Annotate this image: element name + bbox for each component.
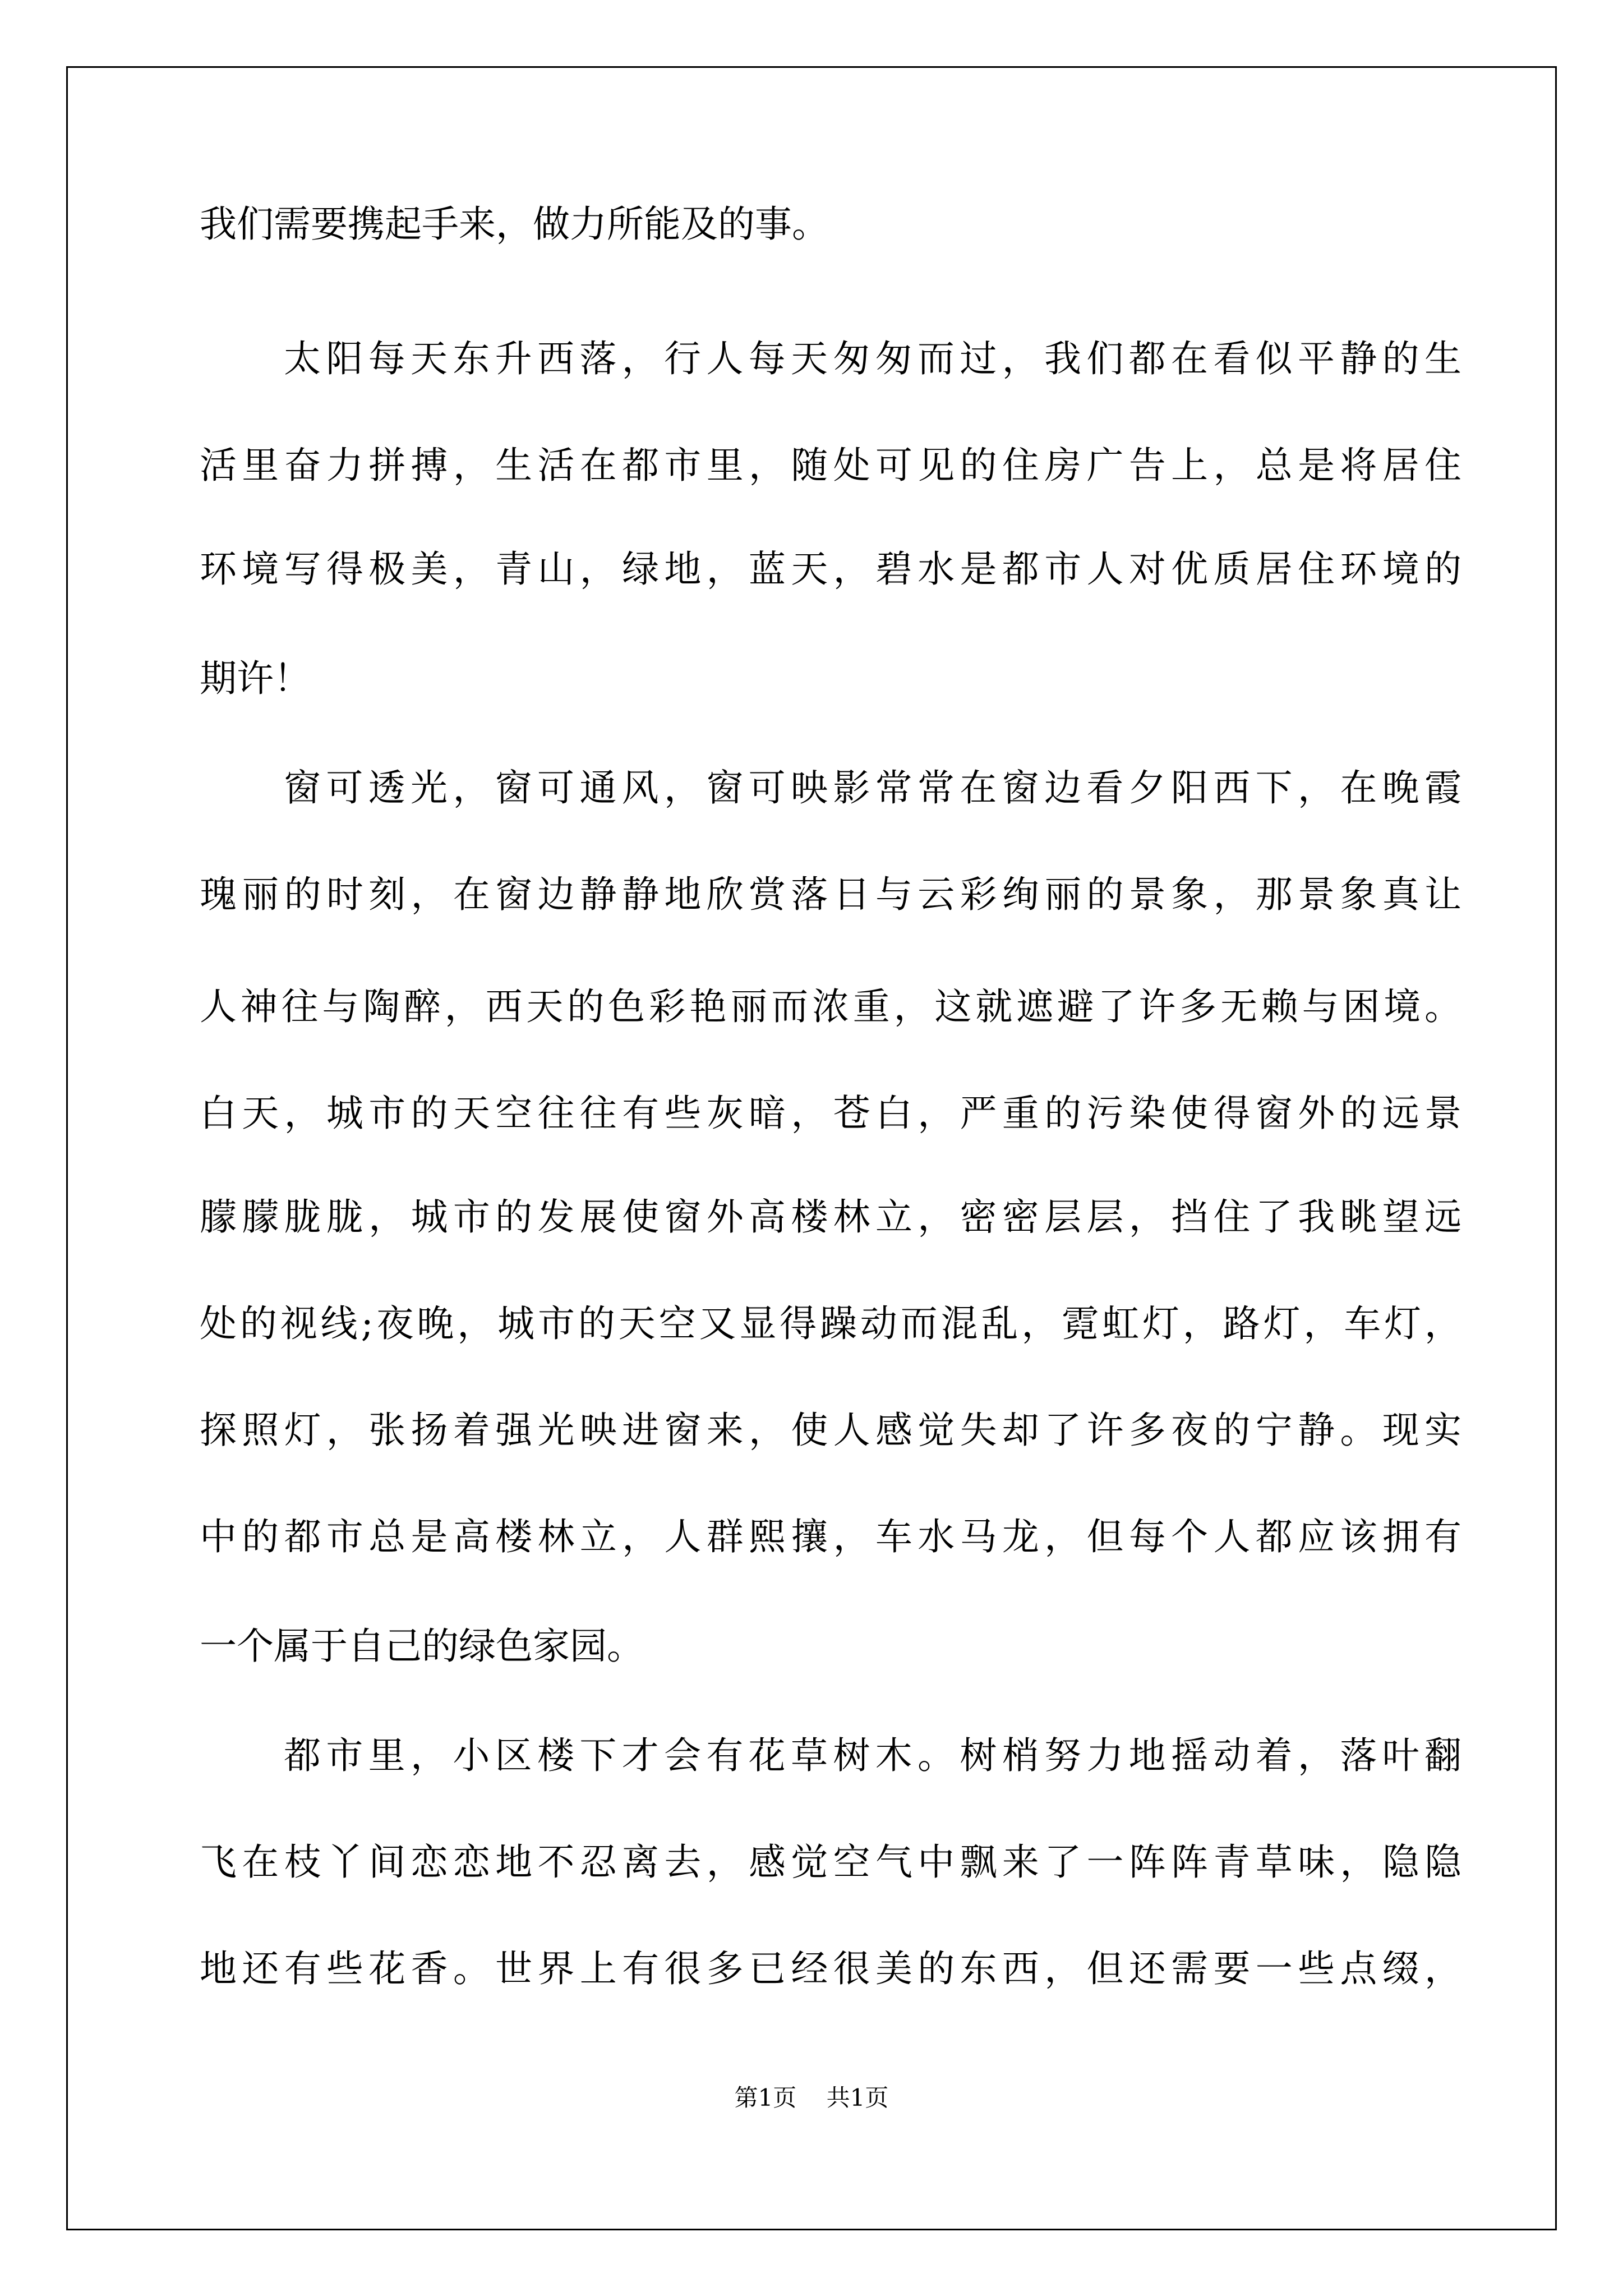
text-line: 飞在枝丫间恋恋地不忍离去，感觉空气中飘来了一阵阵青草味，隐隐 [200, 1841, 1461, 1884]
page-border [66, 66, 1557, 2230]
text-line: 期许！ [200, 657, 311, 700]
text-line: 白天，城市的天空往往有些灰暗，苍白，严重的污染使得窗外的远景 [200, 1092, 1461, 1135]
text-line: 探照灯，张扬着强光映进窗来，使人感觉失却了许多夜的宁静。现实 [200, 1409, 1461, 1452]
text-line: 瑰丽的时刻，在窗边静静地欣赏落日与云彩绚丽的景象，那景象真让 [200, 873, 1461, 916]
text-line: 环境写得极美，青山，绿地，蓝天，碧水是都市人对优质居住环境的 [200, 547, 1461, 591]
text-line: 朦朦胧胧，城市的发展使窗外高楼林立，密密层层，挡住了我眺望远 [200, 1195, 1461, 1239]
text-line: 处的视线;夜晚，城市的天空又显得躁动而混乱，霓虹灯，路灯，车灯， [200, 1302, 1461, 1345]
text-line: 地还有些花香。世界上有很多已经很美的东西，但还需要一些点缀， [200, 1947, 1461, 1990]
text-line: 我们需要携起手来，做力所能及的事。 [200, 203, 829, 246]
page-number: 第1页 共1页 [734, 2084, 889, 2111]
text-line: 太阳每天东升西落，行人每天匆匆而过，我们都在看似平静的生 [284, 337, 1461, 380]
text-line: 活里奋力拼搏，生活在都市里，随处可见的住房广告上，总是将居住 [200, 444, 1461, 487]
text-line: 窗可透光，窗可通风，窗可映影常常在窗边看夕阳西下，在晚霞 [284, 766, 1461, 809]
text-line: 都市里，小区楼下才会有花草树木。树梢努力地摇动着，落叶翻 [284, 1734, 1461, 1777]
text-line: 人神往与陶醉，西天的色彩艳丽而浓重，这就遮避了许多无赖与困境。 [200, 985, 1461, 1028]
text-line: 中的都市总是高楼林立，人群熙攘，车水马龙，但每个人都应该拥有 [200, 1515, 1461, 1558]
text-line: 一个属于自己的绿色家园。 [200, 1625, 644, 1668]
